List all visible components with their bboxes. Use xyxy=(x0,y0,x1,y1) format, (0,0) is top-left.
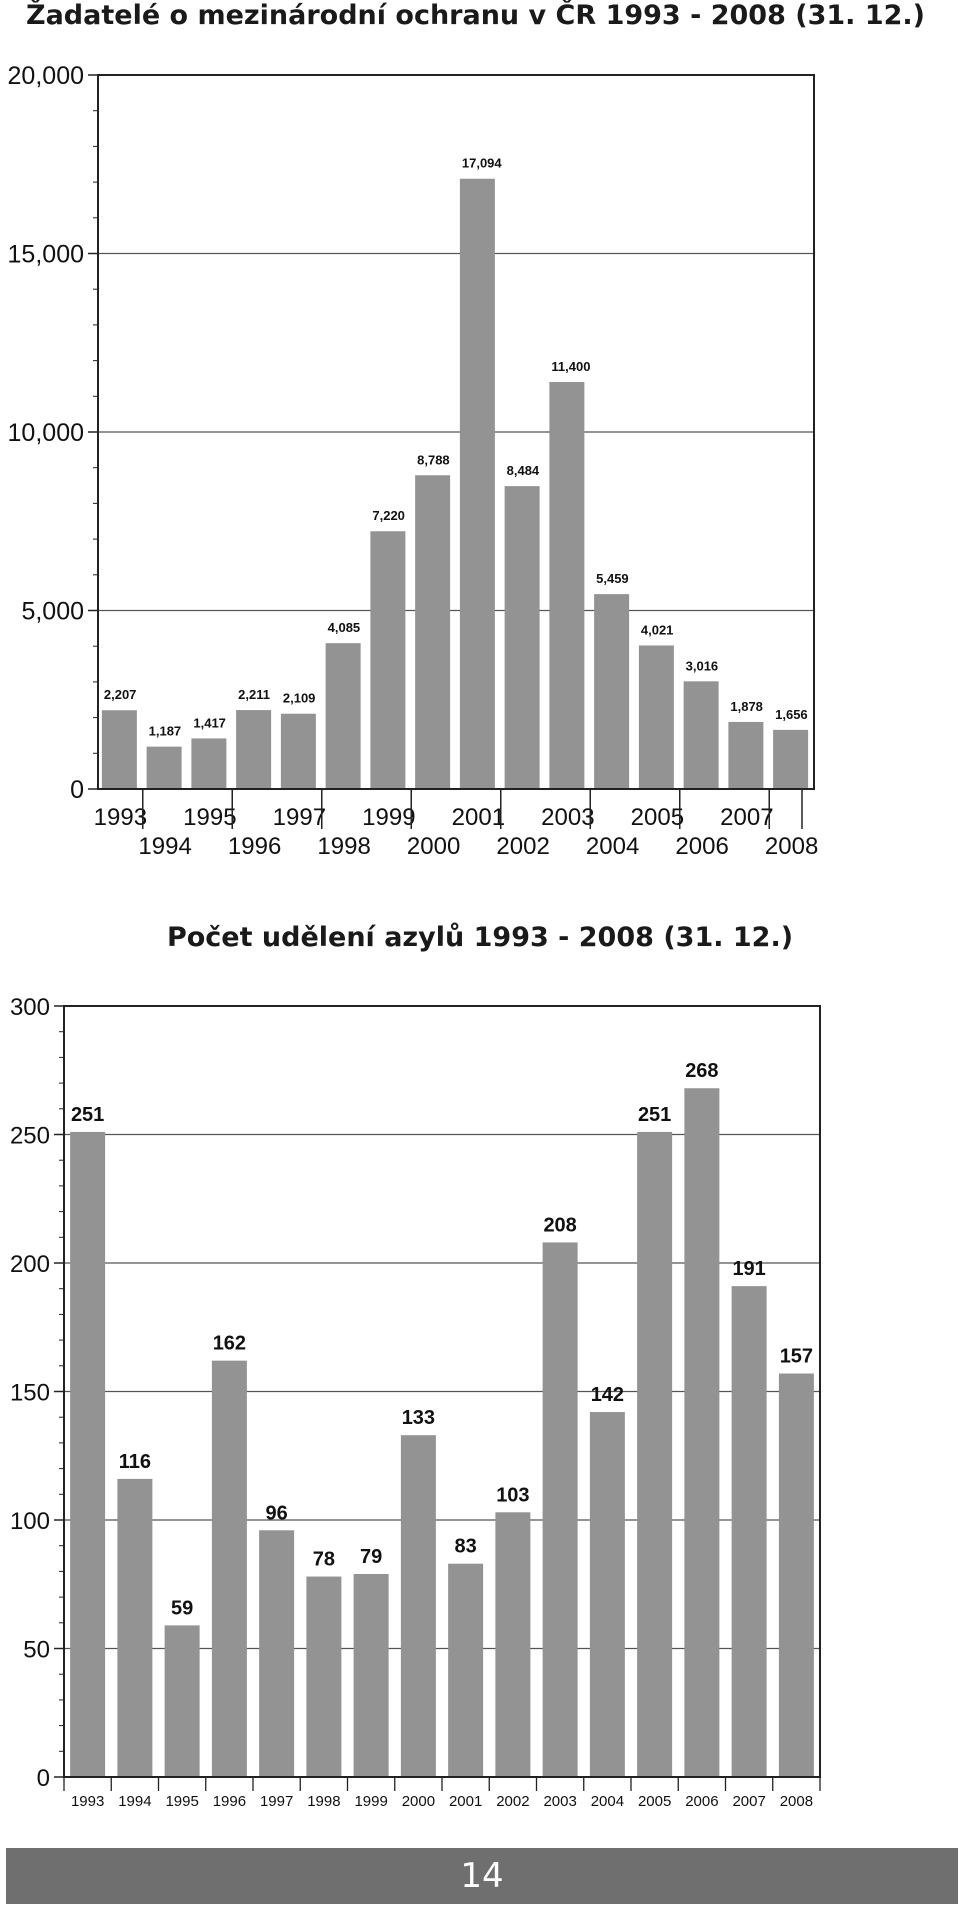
x-tick-label: 1998 xyxy=(307,1793,341,1810)
x-tick-label: 1993 xyxy=(93,804,148,831)
data-label: 1,187 xyxy=(148,723,182,739)
data-label: 103 xyxy=(496,1484,530,1507)
x-tick-label: 2007 xyxy=(732,1793,766,1810)
bar xyxy=(306,1577,341,1777)
data-label: 1,656 xyxy=(775,706,808,722)
y-tick-label: 200 xyxy=(9,1251,50,1278)
x-tick-label: 2003 xyxy=(541,804,595,831)
x-tick-label: 2008 xyxy=(764,833,819,860)
x-tick-label: 2001 xyxy=(451,804,506,831)
bar xyxy=(70,1132,105,1777)
data-label: 133 xyxy=(401,1407,436,1430)
y-tick-label: 300 xyxy=(9,994,50,1021)
data-label: 2,109 xyxy=(282,690,316,706)
y-tick-label: 50 xyxy=(23,1636,50,1664)
bar xyxy=(590,1412,625,1777)
bar xyxy=(779,1374,814,1777)
data-label: 116 xyxy=(118,1450,152,1473)
bar xyxy=(401,1435,436,1777)
data-label: 208 xyxy=(543,1214,577,1237)
data-label: 2,207 xyxy=(103,687,137,703)
y-tick-label: 15,000 xyxy=(7,240,84,269)
data-label: 3,016 xyxy=(685,658,719,674)
x-tick-label: 1996 xyxy=(212,1793,247,1810)
data-label: 83 xyxy=(454,1535,477,1558)
y-tick-label: 10,000 xyxy=(7,419,84,447)
bar xyxy=(495,1512,530,1777)
x-tick-label: 1999 xyxy=(362,804,416,831)
data-label: 11,400 xyxy=(551,359,591,375)
x-tick-label: 1996 xyxy=(227,833,282,860)
chart1-title: Žadatelé o mezinárodní ochranu v ČR 1993 - 2008 (31. 12.) xyxy=(26,0,926,31)
x-tick-label: 2003 xyxy=(543,1793,577,1810)
x-tick-label: 2007 xyxy=(720,804,774,831)
y-tick-label: 150 xyxy=(9,1379,50,1407)
y-tick-label: 0 xyxy=(36,1765,50,1792)
x-tick-label: 2002 xyxy=(496,1793,530,1810)
data-label: 96 xyxy=(265,1502,288,1525)
data-label: 59 xyxy=(171,1597,194,1620)
x-tick-label: 2000 xyxy=(401,1793,436,1810)
x-tick-label: 2002 xyxy=(496,833,550,860)
x-tick-label: 2004 xyxy=(585,833,640,860)
x-tick-label: 1994 xyxy=(138,833,192,860)
x-tick-label: 1993 xyxy=(70,1793,105,1810)
data-label: 8,788 xyxy=(417,452,450,468)
data-label: 78 xyxy=(312,1548,335,1571)
data-label: 268 xyxy=(685,1060,719,1083)
bar xyxy=(259,1530,294,1777)
data-label: 157 xyxy=(779,1345,814,1368)
x-tick-label: 1997 xyxy=(259,1793,294,1810)
data-label: 1,417 xyxy=(193,715,226,731)
x-tick-label: 1998 xyxy=(317,833,371,860)
data-label: 251 xyxy=(70,1103,105,1126)
x-tick-label: 1999 xyxy=(354,1793,388,1810)
data-label: 4,085 xyxy=(327,620,361,636)
data-label: 7,220 xyxy=(372,508,405,524)
x-tick-label: 2006 xyxy=(685,1793,719,1810)
page-number: 14 xyxy=(460,1856,504,1896)
y-tick-label: 250 xyxy=(9,1122,50,1150)
bar xyxy=(354,1574,389,1777)
data-label: 191 xyxy=(732,1258,766,1281)
x-tick-label: 2000 xyxy=(406,833,461,860)
y-tick-label: 20,000 xyxy=(7,62,84,90)
y-tick-label: 0 xyxy=(70,776,84,804)
x-tick-label: 2005 xyxy=(630,804,685,831)
bar xyxy=(684,1088,719,1777)
x-tick-label: 2001 xyxy=(448,1793,483,1810)
x-tick-label: 1995 xyxy=(183,804,237,831)
bar xyxy=(165,1625,200,1777)
data-label: 4,021 xyxy=(640,622,674,638)
x-tick-label: 2005 xyxy=(637,1793,672,1810)
bar xyxy=(543,1242,578,1777)
data-label: 17,094 xyxy=(461,155,502,171)
bar xyxy=(732,1286,767,1777)
x-tick-label: 1997 xyxy=(272,804,327,831)
data-label: 1,878 xyxy=(730,698,763,714)
data-label: 2,211 xyxy=(238,687,270,703)
data-label: 79 xyxy=(360,1545,383,1568)
data-label: 162 xyxy=(212,1332,247,1355)
x-tick-label: 2008 xyxy=(779,1793,814,1810)
data-label: 142 xyxy=(590,1384,625,1407)
bar xyxy=(637,1132,672,1777)
chart2-title: Počet udělení azylů 1993 - 2008 (31. 12.) xyxy=(166,922,794,953)
page-footer xyxy=(6,1848,958,1904)
x-tick-label: 1994 xyxy=(118,1793,152,1810)
x-tick-label: 2004 xyxy=(590,1793,625,1810)
data-label: 5,459 xyxy=(596,571,629,587)
x-tick-label: 1995 xyxy=(165,1793,199,1810)
bar xyxy=(448,1564,483,1777)
bar xyxy=(212,1361,247,1777)
y-tick-label: 100 xyxy=(9,1508,50,1535)
x-tick-label: 2006 xyxy=(675,833,729,860)
data-label: 8,484 xyxy=(506,463,540,479)
y-tick-label: 5,000 xyxy=(21,597,84,626)
data-label: 251 xyxy=(637,1103,672,1126)
bar xyxy=(117,1479,152,1777)
